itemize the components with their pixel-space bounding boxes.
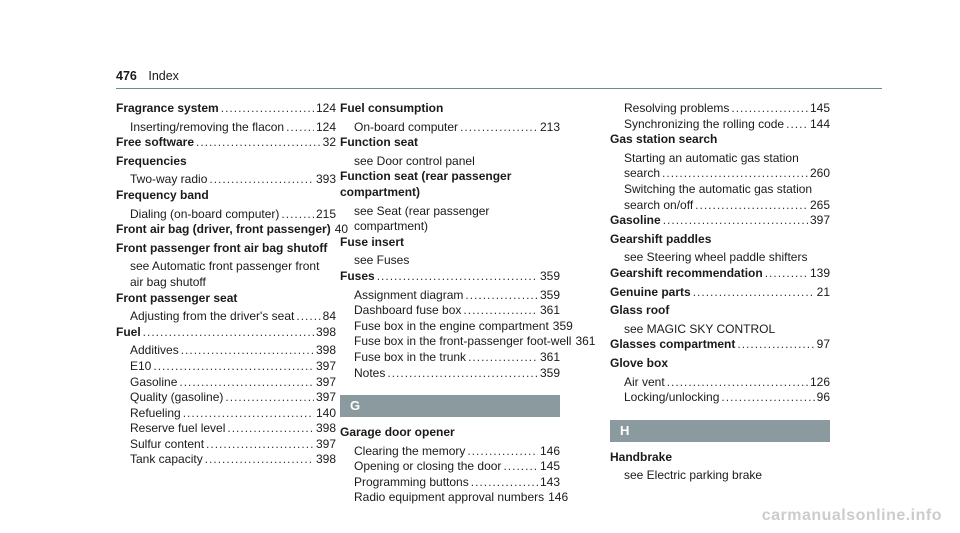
watermark: carmanualsonline.info [761,507,942,524]
entry-label: Additives [130,343,179,358]
dot-leader [196,135,321,151]
page-ref: 359 [552,318,573,333]
index-entry[interactable] [610,337,830,353]
index-subentry[interactable] [610,390,830,406]
page-ref: 397 [315,436,336,451]
entry-label: Fragrance system [116,101,219,115]
index-subentry[interactable] [116,120,336,136]
index-column-1 [116,101,349,468]
index-heading: Gearshift paddles [610,231,712,246]
entry-label: Inserting/removing the flacon [130,119,285,134]
index-subentry[interactable] [340,334,596,350]
index-heading: Function seat [340,135,419,150]
page-ref: 126 [809,374,830,389]
index-entry[interactable] [116,325,336,341]
dot-leader [662,166,808,182]
dot-leader [179,375,314,391]
index-see-reference: Switching the automatic gas station [624,181,813,196]
entry-label: Two-way radio [130,172,208,187]
page-ref: 359 [539,365,560,380]
entry-label: Tank capacity [130,452,203,467]
index-subentry[interactable] [340,444,560,460]
page-ref: 140 [315,405,336,420]
index-entry[interactable] [340,269,560,285]
dot-leader [786,117,808,133]
entry-label: Fuse box in the engine compartment [354,318,549,333]
entry-label: Refueling [130,405,181,420]
entry-label: Sulfur content [130,436,205,451]
entry-label: Glasses compartment [610,337,736,352]
entry-label: Radio equipment approval numbers [354,490,545,505]
page-ref: 215 [315,206,336,221]
entry-label: Air vent [624,374,665,389]
entry-label: Dialing (on-board computer) [130,206,280,221]
index-heading: Garage door opener [340,425,455,440]
page-ref: 260 [809,166,830,181]
index-heading: Front passenger seat [116,290,238,305]
page-ref: 397 [315,358,336,373]
entry-label: Gearshift recommendation [610,265,763,280]
index-entry[interactable] [610,285,830,301]
index-subentry[interactable] [116,309,336,325]
page-number: 476 [116,69,137,83]
index-see-reference: see Electric parking brake [624,468,763,483]
dot-leader [143,325,314,341]
dot-leader [667,375,808,391]
index-see-reference: see Door control panel [354,153,475,168]
page-ref: 96 [816,390,830,405]
entry-label: Opening or closing the door [354,459,502,474]
index-subentry[interactable] [610,117,830,133]
entry-label: Locking/unlocking [624,390,720,405]
dot-leader [221,101,314,117]
index-subentry[interactable] [116,375,336,391]
index-subentry[interactable] [116,452,336,468]
index-see-reference: see Fuses [354,253,410,268]
index-heading: Gas station search [610,132,718,147]
index-subentry[interactable] [116,207,336,223]
index-heading: Glove box [610,355,669,370]
entry-label: Quality (gasoline) [130,390,224,405]
entry-label: Gasoline [130,374,178,389]
index-heading: Frequency band [116,187,209,202]
dot-leader [465,288,538,304]
header-rule [116,88,882,89]
index-heading: Frequencies [116,153,187,168]
dot-leader [227,421,314,437]
page-ref: 124 [315,119,336,134]
page-ref: 21 [816,284,830,299]
entry-label: Notes [354,365,386,380]
entry-label: Fuse box in the front-passenger foot-well [354,334,572,349]
index-subentry[interactable] [340,318,573,335]
dot-leader [737,337,814,353]
page-ref: 361 [575,334,596,349]
page-ref: 398 [315,324,336,339]
entry-label: Gasoline [610,213,661,228]
entry-label: Programming buttons [354,474,469,489]
page-ref: 397 [315,390,336,405]
dot-leader [460,120,538,136]
entry-label: Resolving problems [624,101,730,115]
entry-label: Genuine parts [610,284,691,299]
entry-label: Fuses [340,268,375,283]
dot-leader [463,303,538,319]
entry-label: search [624,166,661,181]
dot-leader [181,343,314,359]
page-ref: 397 [809,213,830,228]
dot-leader [205,452,314,468]
dot-leader [296,309,320,325]
index-subentry[interactable] [340,366,560,382]
page-ref: 143 [539,474,560,489]
entry-label: Reserve fuel level [130,421,226,436]
index-see-reference: see Steering wheel paddle shifters [624,250,808,265]
dot-leader [183,406,314,422]
dot-leader [225,390,314,406]
index-column-2 [340,101,596,506]
dot-leader [693,285,815,301]
page-ref: 393 [315,172,336,187]
entry-label: Synchronizing the rolling code [624,116,785,131]
dot-leader [377,269,538,285]
dot-leader [503,459,538,475]
dot-leader [286,120,314,136]
page-ref: 32 [322,135,336,150]
page-ref: 361 [539,303,560,318]
entry-label: search on/off [624,197,694,212]
index-heading: Function seat (rear passenger compartment) [340,169,512,199]
index-entry[interactable] [116,135,336,151]
index-subentry[interactable] [610,375,830,391]
entry-label: Assignment diagram [354,287,464,302]
page-header [116,69,179,83]
page-ref: 145 [809,101,830,115]
dot-leader [731,101,808,117]
index-subentry[interactable] [340,303,560,319]
index-see-reference: see Seat (rear passenger compartment) [354,203,490,234]
entry-label: Fuse box in the trunk [354,349,467,364]
page-ref: 398 [315,452,336,467]
page-ref: 398 [315,421,336,436]
index-entry[interactable] [116,222,349,238]
dot-leader [765,266,808,282]
dot-leader [471,475,538,491]
page-ref: 139 [809,265,830,280]
page-ref: 359 [539,287,560,302]
index-subentry[interactable] [610,198,830,214]
index-subentry[interactable] [340,288,560,304]
entry-label: Clearing the memory [354,443,466,458]
dot-leader [663,213,808,229]
section-letter: H [610,420,830,442]
entry-label: Dashboard fuse box [354,303,462,318]
index-heading: Front passenger front air bag shutoff [116,240,328,255]
section-letter: G [340,395,560,417]
entry-label: Front air bag (driver, front passenger) [116,222,331,237]
index-entry[interactable] [116,101,336,117]
dot-leader [281,207,314,223]
page-ref: 265 [809,197,830,212]
page-ref: 398 [315,343,336,358]
page-ref: 213 [539,119,560,134]
index-subentry[interactable] [610,166,830,182]
page-ref: 146 [548,490,569,505]
page-ref: 146 [539,443,560,458]
page-ref: 97 [816,337,830,352]
dot-leader [467,444,538,460]
index-subentry[interactable] [116,421,336,437]
index-subentry[interactable] [116,406,336,422]
index-heading: Handbrake [610,449,673,464]
index-subentry[interactable] [610,101,830,117]
entry-label: On-board computer [354,119,459,134]
entry-label: Free software [116,135,195,150]
index-subentry[interactable] [340,475,560,491]
page-ref: 124 [315,101,336,115]
index-see-reference: see Automatic front passenger front air bag shutoff [130,259,320,289]
index-subentry[interactable] [116,437,336,453]
index-column-3 [610,101,830,484]
dot-leader [209,172,314,188]
page-ref: 361 [539,349,560,364]
dot-leader [206,437,314,453]
index-subentry[interactable] [340,459,560,475]
index-see-reference: see MAGIC SKY CONTROL [624,321,776,336]
index-subentry[interactable] [340,490,569,506]
entry-label: Adjusting from the driver's seat [130,309,295,324]
index-heading: Glass roof [610,303,670,318]
index-entry[interactable] [610,213,830,229]
dot-leader [153,359,314,375]
index-subentry[interactable] [116,359,336,375]
page-ref: 144 [809,116,830,131]
index-subentry[interactable] [116,343,336,359]
page-ref: 145 [539,459,560,474]
page-ref: 40 [334,222,349,237]
index-heading: Fuse insert [340,234,405,249]
index-subentry[interactable] [340,350,560,366]
dot-leader [721,390,814,406]
dot-leader [387,366,538,382]
entry-label: Fuel [116,324,141,339]
index-subentry[interactable] [116,390,336,406]
index-see-reference: Starting an automatic gas station [624,150,799,165]
index-subentry[interactable] [340,120,560,136]
dot-leader [468,350,538,366]
section-title: Index [148,69,179,83]
entry-label: E10 [130,358,152,373]
dot-leader [695,198,808,214]
index-entry[interactable] [610,266,830,282]
page-ref: 84 [322,309,336,324]
index-subentry[interactable] [116,172,336,188]
page-ref: 397 [315,374,336,389]
index-heading: Fuel consumption [340,101,444,115]
page-ref: 359 [539,268,560,283]
